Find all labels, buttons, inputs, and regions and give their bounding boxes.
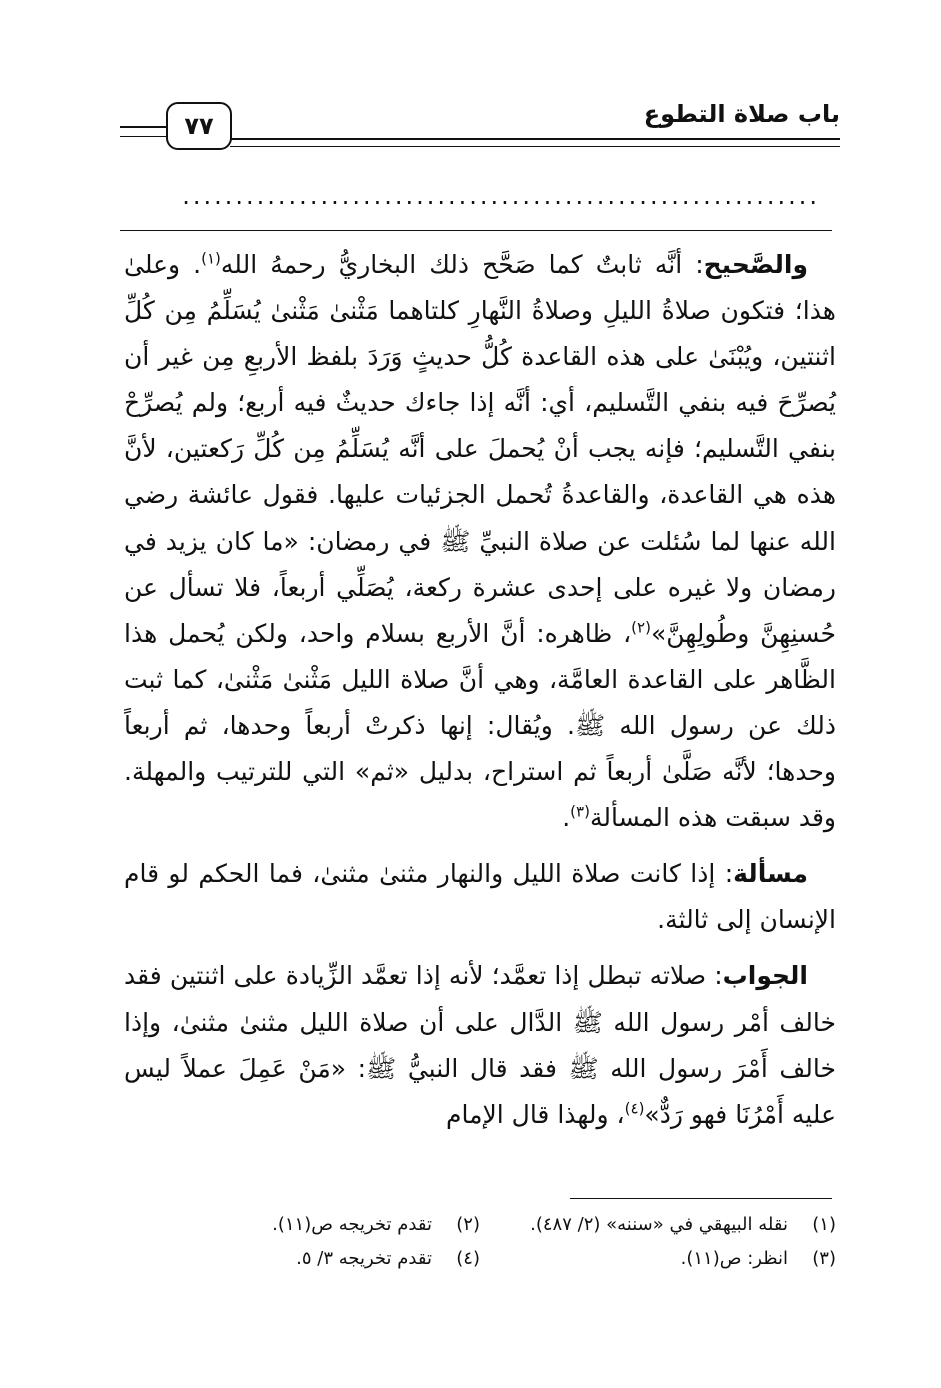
footnote-row (124, 1208, 836, 1242)
footnote-rule (570, 1198, 832, 1199)
footnote-item (124, 1242, 480, 1276)
footnote-text: تقدم تخريجه ٣/ ٥. (296, 1248, 432, 1269)
paragraph-lead: مسألة (733, 859, 808, 889)
header-rule-right (230, 138, 840, 147)
main-text (124, 242, 836, 1138)
footnote-number: (٢) (456, 1214, 480, 1235)
paragraph-lead: والصَّحيح (703, 250, 809, 279)
paragraph-text: ، ولهذا قال الإمام (446, 1099, 625, 1129)
top-rule (120, 230, 832, 231)
footnote-row (124, 1242, 836, 1276)
paragraph-text: . وعلىٰ هذا؛ فتكون صلاةُ الليلِ وصلاةُ النَّهارِ كلتاهما مَثْنىٰ مَثْنىٰ يُسَلِّمُ مِن كُلِّ اثنتين، ويُبْنَىٰ على هذه القاعدة كُلُّ حديثٍ وَرَدَ بلفظ الأربعِ مِن غير أن يُصرِّحَ فيه بنفي التَّسليم، أي: أنَّه إذا جاءك حديثٌ فيه أربع؛ ولم يُصرِّحْ بنفي التَّسليم؛ فإنه يجب أنْ يُحملَ على أنَّه يُسَلِّمُ مِن كُلِّ رَكعتين، لأنَّ هذه هي القاعدة، والقاعدةُ تُحمل الجزئيات عليها. فقول عائشة رضي الله عنها لما سُئلت عن صلاة النبيِّ ﷺ في رمضان: «ما كان يزيد في رمضان ولا غيره على إحدى عشرة ركعة، يُصَلِّي أربعاً، فلا تسأل عن حُسنِهِنَّ وطُولِهِنَّ» (124, 250, 836, 648)
paragraph-3 (124, 953, 836, 1137)
footnote-ref: (٤) (624, 1099, 645, 1118)
paragraph-1 (124, 242, 836, 841)
paragraph-text: : إذا كانت صلاة الليل والنهار مثنىٰ مثنىٰ، فما الحكم لو قام الإنسان إلى ثالثة. (124, 859, 836, 935)
chapter-title: باب صلاة التطوع (643, 100, 840, 128)
footnotes (124, 1208, 836, 1276)
footnote-number: (١) (812, 1214, 836, 1235)
paragraph-text: : صلاته تبطل إذا تعمَّد؛ لأنه إذا تعمَّد الزِّيادة على اثنتين فقد خالف أمْر رسول الله ﷺ الدَّال على أن صلاة الليل مثنىٰ مثنىٰ، وإذا خالف أَمْرَ رسول الله ﷺ فقد قال النبيُّ ﷺ: «مَنْ عَمِلَ عملاً ليس عليه أَمْرُنَا فهو رَدٌّ» (124, 961, 836, 1129)
footnote-text: نقله البيهقي في «سننه» (٢/ ٤٨٧). (530, 1214, 788, 1235)
footnote-ref: (١) (201, 249, 221, 268)
paragraph-text: : أنَّه ثابتٌ كما صَحَّح ذلك البخاريُّ رحمهُ الله (220, 250, 704, 279)
footnote-text: انظر: ص(١١). (680, 1248, 788, 1269)
footnote-ref: (٢) (631, 618, 651, 637)
footnote-number: (٣) (812, 1248, 836, 1269)
footnote-item (124, 1208, 480, 1242)
dotted-separator: ............................................................ (182, 182, 820, 210)
footnote-item (480, 1242, 836, 1276)
footnote-item (480, 1208, 836, 1242)
paragraph-text: ، ظاهره: أنَّ الأربع بسلام واحد، ولكن يُحمل هذا الظَّاهر على القاعدة العامَّة، وهي أنَّ صلاة الليل مَثْنىٰ مَثْنىٰ، كما ثبت ذلك عن رسول الله ﷺ. ويُقال: إنها ذكرتْ أربعاً وحدها، ثم أربعاً وحدها؛ لأنَّه صَلَّىٰ أربعاً ثم استراح، بدليل «ثم» التي للترتيب والمهلة. وقد سبقت هذه المسألة (124, 618, 836, 833)
paragraph-2 (124, 851, 836, 943)
page-number: ٧٧ (166, 102, 232, 150)
paragraph-text: . (562, 803, 571, 833)
footnote-ref: (٣) (570, 802, 590, 821)
paragraph-lead: الجواب (722, 961, 808, 991)
header-rule-left (120, 126, 166, 137)
page-header (120, 98, 840, 158)
footnote-text: تقدم تخريجه ص(١١). (272, 1214, 432, 1235)
footnote-number: (٤) (456, 1248, 480, 1269)
